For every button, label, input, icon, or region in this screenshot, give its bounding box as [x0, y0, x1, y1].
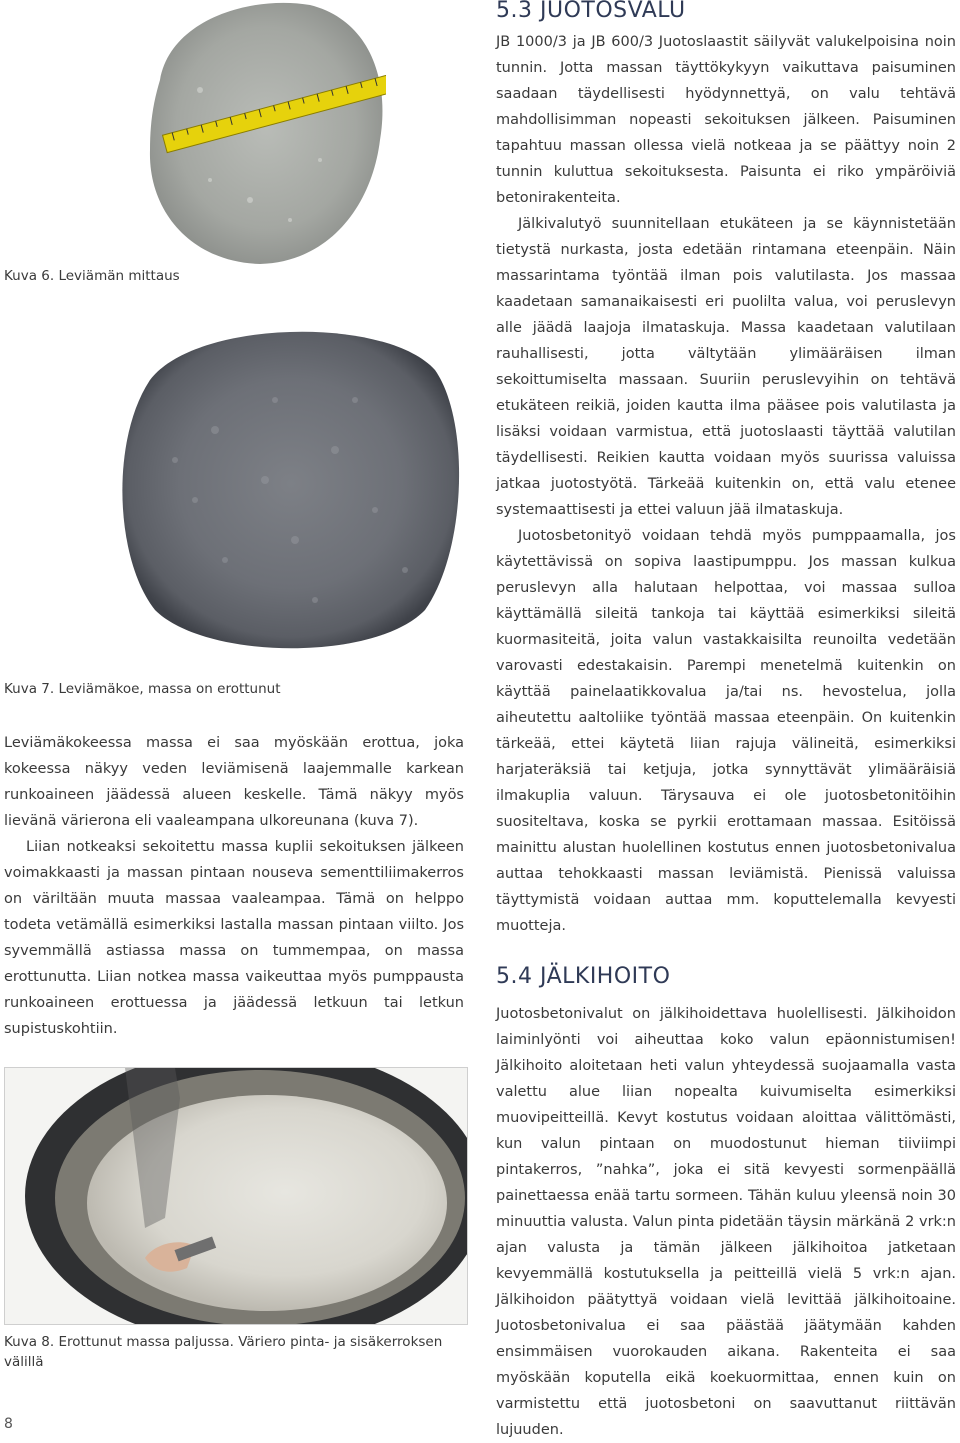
figure-7 [115, 310, 465, 662]
section-5-3-paragraph-3: Juotosbetonityö voidaan tehdä myös pumppaamalla, jos käytettävissä on sopiva laastipumppu. Jos massan kulkua peruslevyn alla halutaan helpottaa, voi massaa sulloa käyttämällä sileitä tankoja tai käyttää esimerkiksi sileitä kuormasiteitä, joita valun vastakkaisilta reunoilta vedetään varovasti edestakaisin. Parempi menetelmä kuitenkin on käyttää painelaatikkovalua ja/tai ns. hevostelua, jolla aiheutettu aaltoliike työntää massaa eteenpäin. On kuitenkin tärkeää, ettei käytetä liian rajuja välineitä, esimerkiksi harjateräksiä tai ketjuja, jotka synnyttävät ylimääräisiä ilmakuplia valuun. Tärysauva ei ole juotosbetonitöihin suositeltava, koska se pyrkii erottamaan massaa. Esitöissä mainittu alustan huolellinen kostutus ennen juotosbetonivalua auttaa tehokkaasti massan leviämistä. Pienissä valuissa täyttymistä voidaan auttaa mm. koputtelemalla kevyesti muotteja. [496, 528, 956, 934]
left-column [0, 0, 475, 1440]
section-5-3-body [496, 29, 956, 939]
segregated-spread-image [115, 310, 465, 662]
section-5-3-paragraph-1: JB 1000/3 ja JB 600/3 Juotoslaastit säilyvät valukelpoisina noin tunnin. Jotta massan täyttökykyyn vaikuttava paisuminen saadaan täydellisesti hyödynnettyä, on valu tehtävä mahdollisimman nopeasti sekoituksen jälkeen. Paisuminen tapahtuu massan ollessa vielä notkeaa ja se päättyy noin 2 tunnin kuluttua sekoituksesta. Paisunta ei riko ympäröiviä betonirakenteita. [496, 34, 956, 206]
figure-8-caption: Kuva 8. Erottunut massa paljussa. Väriero pinta- ja sisäkerroksen välillä [4, 1334, 443, 1370]
figure-6 [140, 0, 386, 270]
section-heading-5-4: 5.4 JÄLKIHOITO [496, 964, 671, 989]
bucket-separated-concrete-image [5, 1068, 467, 1324]
section-5-3-paragraph-2: Jälkivalutyö suunnitellaan etukäteen ja se käynnistetään tietystä nurkasta, josta edetään rintamana eteenpäin. Näin massarintama työntää ilman pois valutilasta. Jos massaa kaadetaan samanaikaisesti eri puolilta valua, voi peruslevyn alle jäädä laajoja ilmataskuja. Massa kaadetaan valutilaan rauhallisesti, jotta vältytään ylimääräisen ilman sekoittumiselta massaan. Suuriin peruslevyihin on tehtävä etukäteen reikiä, joiden kautta ilma pääsee pois valutilasta ja lisäksi voidaan varmistua, että juotoslaasti täyttää valutilan täydellisesti. Reikien kautta voidaan myös suurissa valuissa jatkaa juotostyötä. Tärkeää kuitenkin on, että valu etenee systemaattisesti ja ettei valuun jää ilmataskuja. [496, 216, 956, 518]
right-column [496, 0, 956, 1443]
page-number: 8 [4, 1416, 13, 1432]
section-5-4-paragraph-1: Juotosbetonivalut on jälkihoidettava huolellisesti. Jälkihoidon laiminlyönti voi aiheuttaa koko valun epäonnistumisen! Jälkihoito aloitetaan heti valun yhteydessä suojaamalla vasta valettu alue liian nopealta kuivumiselta esimerkiksi muovipeitteillä. Kevyt kostutus voidaan aloittaa välittömästi, kun valun pintaan on muodostunut hieman tiiviimpi pintakerros, ”nahka”, joka ei sitä kevyesti sormenpäällä painettaessa enää tartu sormeen. Tähän kuluu yleensä noin 30 minuuttia valusta. Valun pinta pidetään täysin märkänä 2 vrk:n ajan valusta ja tämän jälkeen jälkihoitoa jatketaan kevyemmällä kostutuksella ja peitteillä vielä 5 vrk:n ajan. Jälkihoidon päätyttyä voidaan vielä levittää jälkihoitoaine. Juotosbetonivalua ei saa päästää jäätymään kahden ensimmäisen vuorokauden aikana. Rakenteita ei saa myöskään koputella eikä koekuormittaa, ennen kuin on varmistettu että juotosbetoni on saavuttanut riittävän lujuuden. [496, 1006, 956, 1438]
left-paragraph-2: Liian notkeaksi sekoitettu massa kuplii sekoituksen jälkeen voimakkaasti ja massan pintaan nouseva sementtiliimakerros on väriltään muuta massaa vaaleampaa. Tämä on helppo todeta vetämällä esimerkiksi lastalla massan pintaan viilto. Jos syvemmällä astiassa massa on tummempaa, on massa erottunutta. Liian notkea massa vaikeuttaa myös pumppausta runkoaineen erottuessa ja jäädessä letkuun tai letkun supistuskohtiin. [4, 839, 464, 1037]
figure-6-caption: Kuva 6. Leviämän mittaus [4, 268, 180, 284]
figure-8 [4, 1067, 468, 1325]
left-body-text [4, 730, 464, 1042]
section-heading-5-3: 5.3 JUOTOSVALU [496, 0, 686, 23]
section-5-4-body [496, 1001, 956, 1443]
figure-7-caption: Kuva 7. Leviämäkoe, massa on erottunut [4, 681, 281, 697]
concrete-spread-measuring-image [140, 0, 386, 270]
left-paragraph-1: Leviämäkokeessa massa ei saa myöskään erottua, joka kokeessa näkyy veden leviämisenä laajemmalle karkean runkoaineen jäädessä alueen keskelle. Tämä näkyy myös lievänä värierona eli vaaleampana ulkoreunana (kuva 7). [4, 735, 464, 829]
